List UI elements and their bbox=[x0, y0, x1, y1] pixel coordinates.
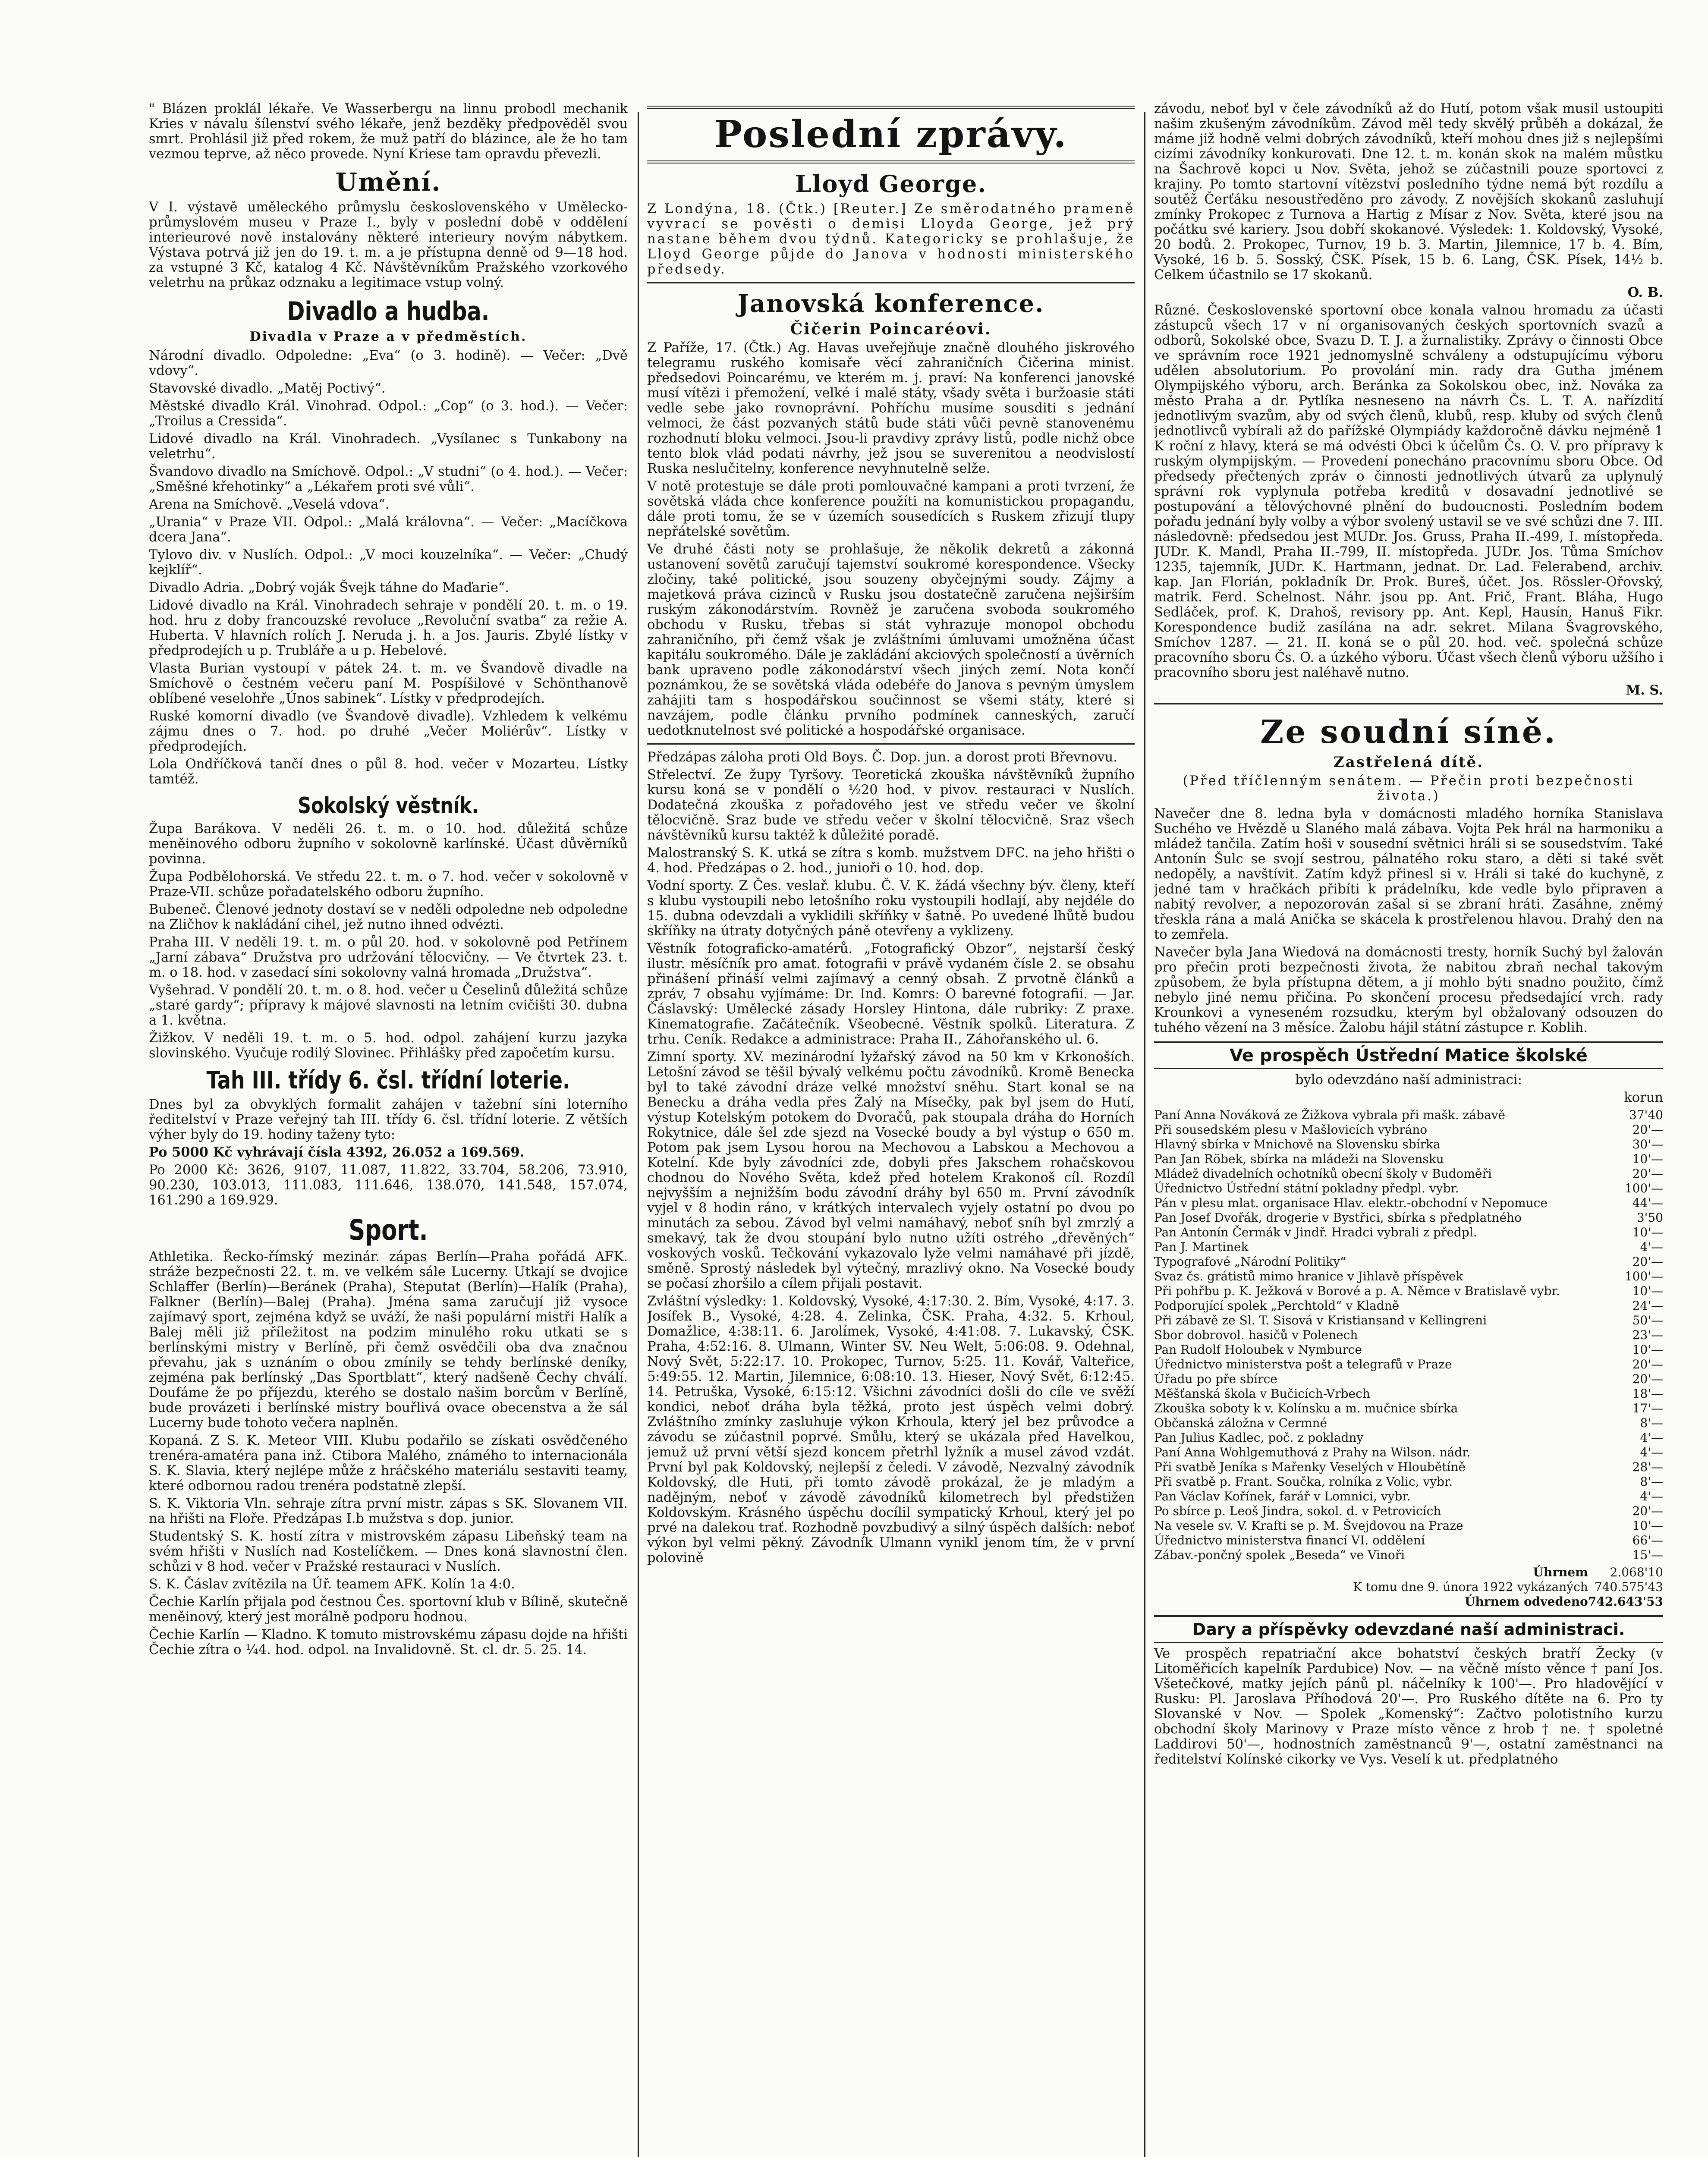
subheading-janov: Čičerin Poincaréovi. bbox=[790, 320, 992, 338]
theatre-listing: Arena na Smíchově. „Veselá vdova“. bbox=[149, 497, 390, 512]
masthead-posledni-zpravy: Poslední zprávy. bbox=[714, 113, 1068, 156]
sokol-item: Žižkov. V neděli 19. t. m. o 5. hod. odpol. zahájení kurzu jazyka slovinského. Vyučuje rodilý Slovinec. Přihlášky před započetím kursu. bbox=[149, 1031, 628, 1061]
sport-cont-item: Zvláštní výsledky: 1. Koldovský, Vysoké, 4:17:30. 2. Bím, Vysoké, 4:17. 3. Josífek B., Vysoké, 4:28. 4. Zelinka, ČSK. Praha, 4:32. 5. Krhoul, Domažlice, 4:38:11. 6. Jarolímek, Vysoké, 4:41:08. 7. Lukavský, ČSK. Praha, 4:52:16. 8. Ulmann, Winter SV. Neu Welt, 5:06:08. 9. Odehnal, Nový Svět, 5:22:17. 10. Prokopec, Turnov, 5:25. 11. Kovář, Valteřice, 5:49:55. 12. Martin, Jilemnice, 6:08:10. 13. Hieser, Nový Svět, 6:12:45. 14. Petruška, Vysoké, 6:15:12. Všichni závodníci došli do cíle ve svěží kondici, neboť dráha byla těžká, proto jest úspěch velmi dobrý. Zvláštního zmínky zasluhuje výkon Krhoula, který jel bez průvodce a závodu se zúčastnil poprvé. Smůlu, který se ukázala před Havelkou, jemuž už první větší sjezd koncem přetrhl lyžník a musel závod vzdát. První byl pak Koldovský, nejlepší z čeledi. V závodě, Nezvalný závodník Koldovský, dle Huti, při tomto závodě prokázal, že je mladým a nadějným, neboť v závodě závodníků kilometrech byl předstižen Koldovským. Krásného úspěchu docílil sympatický Krhoul, který jel po prvé na dalekou trať. Rozhodně povzbudivý a silný úspěch dalších: neboť výkon byl velmi pěkný. Závodník Ulmann vynikl jenom tím, že v první polovině bbox=[647, 1294, 1135, 1566]
donation-amount: 10'— bbox=[1632, 1519, 1663, 1533]
donation-amount: 20'— bbox=[1632, 1357, 1663, 1371]
signature-ob: O. B. bbox=[1627, 285, 1663, 300]
donation-amount: 10'— bbox=[1632, 1343, 1663, 1357]
donation-row bbox=[1154, 1548, 1663, 1563]
donation-amount: 20'— bbox=[1632, 1255, 1663, 1269]
donation-row bbox=[1154, 1431, 1663, 1445]
donation-row bbox=[1154, 1475, 1663, 1489]
donation-row bbox=[1154, 1225, 1663, 1240]
theatre-listing: Národní divadlo. Odpoledne: „Eva“ (o 3. hodině). — Večer: „Dvě vdovy“. bbox=[149, 348, 628, 378]
donation-amount: 44'— bbox=[1632, 1196, 1663, 1210]
donation-amount: 23'— bbox=[1632, 1328, 1663, 1342]
sokol-item: Praha III. V neděli 19. t. m. o půl 20. hod. v sokolovně pod Petřínem „Jarní zábava“ Družstva pro udržování tělocvičny. — Ve čtvrtek 23. t. m. o 18. hod. v zasedací síni sokolovny valná hromada „Družstva“. bbox=[149, 935, 628, 980]
article-lloyd-george: Z Londýna, 18. (Čtk.) [Reuter.] Ze směrodatného prameně vyvrací se pověsti o demisi Lloyda George, jež prý nastane během dvou týdnů. Kategoricky se prohlašuje, že Lloyd George půjde do Janova v hodnosti ministerského předsedy. bbox=[647, 201, 1135, 277]
donation-donor: Typografové „Národní Politiky“ bbox=[1154, 1255, 1346, 1269]
donation-donor: Úřednictvo ministerstva pošt a telegrafů v Praze bbox=[1154, 1357, 1452, 1371]
donation-amount: 24'— bbox=[1632, 1299, 1663, 1313]
donation-amount: 4'— bbox=[1640, 1489, 1663, 1503]
donation-donor: Sbor dobrovol. hasičů v Polenech bbox=[1154, 1328, 1358, 1342]
donation-amount: 8'— bbox=[1640, 1416, 1663, 1430]
donation-row bbox=[1154, 1387, 1663, 1401]
sport-item: S. K. Viktoria Vln. sehraje zítra první mistr. zápas s SK. Slovanem VII. na hřišti na Floře. Předzápas I.b mužstva s dop. junior. bbox=[149, 1496, 628, 1526]
divider bbox=[647, 743, 1135, 745]
donation-amount: 18'— bbox=[1632, 1387, 1663, 1401]
donation-row bbox=[1154, 1240, 1663, 1255]
article-lyzarsky-cont: závodu, neboť byl v čele závodníků až do Hutí, potom však musil ustoupiti našim zkušeným závodníkům. Závod měl tedy skvělý průběh a dokázal, že máme již hodně velmi dobrých závodníků, kteří mohou dnes již s nejlepšími cizími závodníky konkurovati. Dne 12. t. m. konán skok na malém můstku na Šachrově kopci u Nov. Světa, jehož se zúčastnili pouze sportovci z krajiny. Po tomto startovní vítězství posledního týdne nemá být rozdílu a soutěž Čerťáku nesoustředěno pro závody. Z novějších skokanů zasluhují zmínky Prokopec z Turnova a Hartig z Mísar z Nov. Světa, které jsou na počátku své kariery. Jsou dobří skokanové. Výsledek: 1. Koldovský, Vysoké, 20 bodů. 2. Prokopec, Turnov, 19 b. 3. Martin, Jilemnice, 17 b. 4. Bím, Vysoké, 16 b. 5. Sosský, ČSK. Písek, 15 b. 6. Lang, ČSK. Písek, 14½ b. Celkem účastnilo se 17 skokanů. bbox=[1154, 101, 1663, 283]
article-blazen: " Blázen proklál lékaře. Ve Wasserbergu na linnu probodl mechanik Kries v návalu šílenství svého lékaře, jenž bezděky předpověděl svou smrt. Prohlásil již před rokem, že muž patří do blázince, ale že ho tam vezmou teprve, až něco provede. Nyní Kriese tam opravdu převezli. bbox=[149, 101, 628, 162]
since-value: 740.575'43 bbox=[1594, 1580, 1663, 1594]
donation-amount: 100'— bbox=[1624, 1181, 1663, 1195]
donation-row bbox=[1154, 1108, 1663, 1123]
column-middle bbox=[647, 101, 1135, 2157]
donation-table bbox=[1154, 1108, 1663, 1563]
heading-sokol: Sokolský věstník. bbox=[298, 793, 479, 819]
theatre-listing: Městské divadlo Král. Vinohrad. Odpol.: „Cop“ (o 3. hod.). — Večer: „Troilus a Cressida“. bbox=[149, 399, 628, 429]
article-loterie: Dnes byl za obvyklých formalit zahájen v tažební síni loterního ředitelství v Praze veřejný tah III. třídy 6. čsl. třídní loterie. Z větších výher byly do 19. hodiny taženy tyto: bbox=[149, 1097, 628, 1142]
donation-donor: Pan Václav Kořínek, farář v Lomnici, vybr. bbox=[1154, 1489, 1411, 1503]
article-ruzne: Různé. Československé sportovní obce konala valnou hromadu za účasti zástupců všech 17 v ní organisovaných českých sportovních svazů a odborů, Sokolské obce, Svazu D. T. J. a žurnalistiky. Zprávy o činnosti Obce ve správním roce 1921 jednomyslně schváleny a odstupujícímu výboru udělen absolutorium. Po provolání min. rady dra Gutha jménem Olympijského výboru, arch. Beránka za Sokolskou obec, inž. Nováka za město Praha a dr. Pytlíka nesneseno na návrh Čs. L. T. A. nařízdití jednotlivým svazům, aby od svých členů, klubů, resp. kluby od svých členů jednotlivců vybírali až do pařížské Olympiády každoročně dávku nejméně 1 K roční z hlavy, která se má odvésti Obci k účelům Čs. O. V. pro přípravy k ruským olympijským. — Provedení ponecháno pracovnímu sboru Obce. Od předsedy přečtených zpráv o činnosti jednotlivých útvarů za uplynulý správní rok vyplynula potřeba kreditů v dosavadní jednotlivé se postupování a tělovýchovné plnění do budoucnosti. Posledním bodem pořadu jednání byly volby a výbor svolený ustavil se ve své schůzi dne 7. III. následovně: předsedou jest MUDr. Jos. Gruss, Praha II.-499, I. místopředa. JUDr. K. Mandl, Praha II.-799, II. místopředa. JUDr. Jos. Tůma Smíchov 1235, tajemník, JUDr. K. Hartmann, jednat. Dr. Lad. Felerabend, archiv. kap. Jan Florián, pokladník Dr. Prok. Bureš, účet. Jos. Rössler-Ořovský, matrik. Ferd. Schelnost. Náhr. jsou pp. Ant. Frič, Frant. Bláha, Hugo Sedláček, prof. K. Drahoš, revisory pp. Ant. Kepl, Hausín, Hanuš Fikr. Korespondence budiž zasílána na adr. sekret. Milana Švagrovského, Smíchov 1287. — 21. II. koná se o půl 20. hod. več. společná schůze pracovního sboru Čs. O. a úzkého výboru. Účast všech členů výboru užšího i pracovního sboru jest naléhavě nutno. bbox=[1154, 303, 1663, 680]
donation-row bbox=[1154, 1328, 1663, 1343]
donation-donor: Při sousedském plesu v Mašlovicích vybráno bbox=[1154, 1123, 1428, 1137]
column-left bbox=[149, 101, 628, 2157]
divider bbox=[1154, 703, 1663, 704]
article-umeni: V I. výstavě uměleckého průmyslu československého v Umělecko-průmyslovém museu v Praze I., byly v poslední době v oddělení interieurové nově instalovány některé interieury novým nábytkem. Výstava potrvá již jen do 19. t. m. a je přístupna denně od 9—18 hod. za vstupné 3 Kč, katalog 4 Kč. Návštěvníkům Pražského vzorkového veletrhu na průkaz odznaku a legitimace vstup volný. bbox=[149, 200, 628, 290]
donation-row bbox=[1154, 1372, 1663, 1387]
heading-soudni-sin: Ze soudní síně. bbox=[1260, 714, 1557, 751]
donation-amount: 4'— bbox=[1640, 1240, 1663, 1254]
since-label: K tomu dne 9. února 1922 vykázaných bbox=[1353, 1580, 1588, 1594]
donation-row bbox=[1154, 1299, 1663, 1313]
heading-janov: Janovská konference. bbox=[737, 289, 1044, 318]
donation-row bbox=[1154, 1445, 1663, 1460]
heading-umeni: Umění. bbox=[335, 167, 441, 197]
donation-donor: Hlavný sbírka v Mnichově na Slovensku sbírka bbox=[1154, 1137, 1441, 1151]
donation-row bbox=[1154, 1489, 1663, 1504]
donation-amount: 10'— bbox=[1632, 1152, 1663, 1166]
donation-amount: 30'— bbox=[1632, 1137, 1663, 1151]
matice-column-header: korun bbox=[1624, 1090, 1663, 1105]
donation-amount: 17'— bbox=[1632, 1401, 1663, 1415]
matice-intro: bylo odevzdáno naší administraci: bbox=[1295, 1072, 1522, 1088]
donation-donor: Pan Josef Dvořák, drogerie v Bystřici, sbírka s předplatného bbox=[1154, 1211, 1522, 1225]
sport-cont-item: Vodní sporty. Z Čes. veslař. klubu. Č. V. K. žádá všechny býv. členy, kteří s klubu vystoupili nebo letošního roku vystoupili hodlají, aby nejdéle do 15. dubna odevzdali a vyklidili skříňky v šatně. Po uvedené lhůtě budou skříňky na útraty dotyčných páně otevřeny a vyklizeny. bbox=[647, 878, 1135, 939]
donation-donor: Úřednictvo ministerstva financí VI. oddělení bbox=[1154, 1533, 1425, 1547]
divider bbox=[647, 282, 1135, 283]
donation-donor: Zkouška soboty k v. Kolínsku a m. mučnice sbírka bbox=[1154, 1401, 1458, 1415]
article-janov-p2: V notě protestuje se dále proti pomlouvačné kampani a proti tvrzení, že sovětská vláda chce konference použíti na komunistickou propagandu, dále proti tomu, že se v územích sousedících s Ruskem zřizují tlupy nepřátelské sovětům. bbox=[647, 479, 1135, 539]
article-dary: Ve prospěch repatriační akce bohatství českých bratří Žecky (v Litoměřicích kapelník Pardubice) Nov. — na věčně místo věnce † paní Jos. Všetečkové, matky jejích pánů pl. náčelníky k 100'—. Pro hladovějící v Rusku: Pl. Jaroslava Příhodová 20'—. Pro Ruského dítěte na 6. Pro ty Slovanské v Nov. — Spolek „Komenský“: Začtvo polotistního kurzu obchodní školy Marinovy v Praze místo věnce z hrob † ne. † spoletné Laddirovi 50'—, hodnostních zaměstnanců 9'—, ostatní zaměstnanci na ředitelství Kolínské cikorky ve Vys. Veselí k ut. předplatného bbox=[1154, 1646, 1663, 1767]
sokol-item: Župa Barákova. V neděli 26. t. m. o 10. hod. důležitá schůze meněinového odboru župního v sokolovně karlínské. Účast důvěrníků povinna. bbox=[149, 821, 628, 867]
donation-row bbox=[1154, 1137, 1663, 1152]
column-divider-2 bbox=[1144, 112, 1145, 2157]
total-value: 2.068'10 bbox=[1610, 1565, 1663, 1579]
sport-cont-item: Zimní sporty. XV. mezinárodní lyžařský závod na 50 km v Krkonoších. Letošní závod se těšil bývalý velkému počtu závodníků. Kromě Benecka byl to také závodní dráze velké množství sněhu. Start konal se na Benecku a dráha vedla přes Žalý na Mísečky, pak byl jsem do Hutí, výstup Kotelským potokem do Dvoračů, pak stoupala dráha do Horních Rokytnice, dále šel zde sjezd na Vosecké boudy a byl výstup o 650 m. Potom pak jsem Lysou horou na Mechovou a Labskou a Mechovou a Kotelní. Kde byly závodníci zde, dobyli přes Jakschem rohačskovou chodnou do Nového Světa, kdež před hotelem Krakonoš cíl. Rozdíl nejvyšším a nejnižším bodu závodní dráhy byl 650 m. První závodník vyjel v 8 hodin ráno, v krátkých intervalech vyjely ostatní po dvou po minutách za sebou. Závod byl velmi namáhavý, neboť sníh byl zmrzlý a smekavý, tak že dvou stoupání bylo nutno užíti ostrého „dřevěných“ voskových vosků. Tečkování vykazovalo lyže velmi namáhavé při jízdě, směně. Sprostý následek byl výtečný, mrazlivý okno. Na Vosecké boudy se počasí zhoršilo a cílem přijali postavit. bbox=[647, 1050, 1135, 1291]
donation-donor: Podporující spolek „Perchtold“ v Kladně bbox=[1154, 1299, 1400, 1313]
donation-donor: Při zábavě ze Sl. T. Sisová v Kristiansand v Kellingreni bbox=[1154, 1313, 1487, 1327]
donation-donor: Měšťanská škola v Bučicích-Vrbech bbox=[1154, 1387, 1370, 1401]
heading-divadlo: Divadlo a hudba. bbox=[287, 296, 490, 327]
donation-row bbox=[1154, 1504, 1663, 1519]
donation-amount: 20'— bbox=[1632, 1504, 1663, 1518]
donation-amount: 50'— bbox=[1632, 1313, 1663, 1327]
theatre-listing: Divadlo Adria. „Dobrý voják Švejk táhne do Maďarie“. bbox=[149, 580, 510, 595]
subheading-soud: Zastřelená dítě. bbox=[1333, 754, 1484, 771]
donation-row bbox=[1154, 1152, 1663, 1167]
donation-donor: Pan Rudolf Holoubek v Nymburce bbox=[1154, 1343, 1362, 1357]
donation-amount: 66'— bbox=[1632, 1533, 1663, 1547]
donation-amount: 37'40 bbox=[1629, 1108, 1663, 1122]
donation-row bbox=[1154, 1519, 1663, 1533]
sokol-item: Župa Podbělohorská. Ve středu 22. t. m. o 7. hod. večer v sokolovně v Praze-VII. schůze pořadatelského odboru župního. bbox=[149, 869, 628, 899]
sum-row bbox=[1154, 1594, 1663, 1609]
donation-amount: 15'— bbox=[1632, 1548, 1663, 1562]
donation-row bbox=[1154, 1181, 1663, 1196]
sport-item: S. K. Čáslav zvítězila na Úř. teamem AFK. Kolín 1a 4:0. bbox=[149, 1577, 515, 1592]
subheading-divadlo: Divadla v Praze a v předměstích. bbox=[249, 329, 527, 344]
article-soud-p2: Navečer byla Jana Wiedová na domácnosti tresty, horník Suchý byl žalován pro přečin proti bezpečnosti života, že nabitou zbraň nechal takovým způsobem, že byla přístupna dětem, a jí mohlo býti snadno použito, čímž nebylo jiné nemu přičina. Po skončení procesu předsedající vrch. rady Krounkovi a vyneseném rozsudku, kterým byl obžalovaný odsouzen do tuhého vězení na 3 měsíce. Žalobu hájil státní zástupce r. Koblih. bbox=[1154, 945, 1663, 1035]
sport-item: Kopaná. Z S. K. Meteor VIII. Klubu podařilo se získati osvědčeného trenéra-amatéra pana inž. Ctibora Malého, známého to internacionála S. K. Slavia, který nejlépe může z hráčského materiálu sestaviti teamy, které odbornou radou trenéra podstatně zlepší. bbox=[149, 1433, 628, 1494]
masthead-rule-top bbox=[647, 106, 1135, 109]
sport-item: Athletika. Řecko-římský mezinár. zápas Berlín—Praha pořádá AFK. stráže bezpečnosti 22. t. m. ve velkém sále Lucerny. Utkají se dvojice Schlaffer (Berlín)—Beránek (Praha), Steputat (Berlín)—Halík (Praha), Falkner (Berlín)—Balej (Praha). Jména sama zaručují již vysoce zajímavý sport, zejména když se uváží, že naši populární mistři Halík a Balej měli již příležitost na podzim minulého roku utkati se s berlínskými mistry v Berlíně, při čemž osvědčili oba dva značnou převahu, jak s uznáním o obou zmínily se tehdy berlínské deníky, zejména pak berlínský „Das Sportblatt“, který nadšeně Čechy chválí. Doufáme že po příjezdu, kterého se dostalo našim borcům v Berlíně, bude provázeti i berlínské mistry bouřlivá ovace obecenstva a že sál Lucerny bude tohoto večera naplněn. bbox=[149, 1249, 628, 1431]
donation-amount: 20'— bbox=[1632, 1123, 1663, 1137]
donation-donor: Po sbírce p. Leoš Jindra, sokol. d. v Petrovicích bbox=[1154, 1504, 1441, 1518]
donation-donor: Úřadu po pře sbírce bbox=[1154, 1372, 1277, 1386]
donation-row bbox=[1154, 1211, 1663, 1225]
donation-amount: 20'— bbox=[1632, 1372, 1663, 1386]
donation-donor: Zábav.-pončný spolek „Beseda“ ve Vinoři bbox=[1154, 1548, 1405, 1562]
sport-cont-item: Malostranský S. K. utká se zítra s komb. mužstvem DFC. na jeho hřišti o 4. hod. Předzápas o 2. hod., junioři o 10. hod. dop. bbox=[647, 846, 1135, 876]
masthead-rule-bottom bbox=[647, 160, 1135, 164]
donation-row bbox=[1154, 1284, 1663, 1299]
heading-loterie: Tah III. třídy 6. čsl. třídní loterie. bbox=[206, 1066, 570, 1094]
donation-amount: 4'— bbox=[1640, 1431, 1663, 1445]
donation-donor: Při svatbě p. Frant. Součka, rolníka z Volic, vybr. bbox=[1154, 1475, 1453, 1489]
donation-row bbox=[1154, 1460, 1663, 1475]
sport-item: Čechie Karlín přijala pod čestnou Čes. sportovní klub v Bílině, skutečně meněinový, který jest morálně podporu hodnou. bbox=[149, 1594, 628, 1625]
donation-donor: Pán v plesu mlat. organisace Hlav. elektr.-obchodní v Nepomuce bbox=[1154, 1196, 1548, 1210]
donation-donor: Svaz čs. grátistů mimo hranice v Jihlavě příspěvek bbox=[1154, 1269, 1463, 1283]
since-row bbox=[1154, 1580, 1663, 1594]
donation-amount: 20'— bbox=[1632, 1167, 1663, 1181]
donation-row bbox=[1154, 1357, 1663, 1372]
donation-donor: Paní Anna Nováková ze Žižkova vybrala při mašk. zábavě bbox=[1154, 1108, 1505, 1122]
donation-donor: Pan Julius Kadlec, poč. z pokladny bbox=[1154, 1431, 1364, 1445]
donation-donor: Úřednictvo Ústřední státní pokladny předpl. vybr. bbox=[1154, 1181, 1459, 1195]
donation-row bbox=[1154, 1416, 1663, 1431]
donation-row bbox=[1154, 1269, 1663, 1284]
donation-amount: 3'50 bbox=[1636, 1211, 1663, 1225]
donation-row bbox=[1154, 1196, 1663, 1211]
theatre-note: Ruské komorní divadlo (ve Švandově divadle). Vzhledem k velkému zájmu dnes o 7. hod. po druhé „Večer Moliérův“. Lístky v předprodejích. bbox=[149, 709, 628, 754]
donation-donor: Pan J. Martinek bbox=[1154, 1240, 1249, 1254]
heading-sport: Sport. bbox=[349, 1214, 428, 1247]
donation-donor: Na vesele sv. V. Krafti se p. M. Švejdovou na Praze bbox=[1154, 1519, 1463, 1533]
donation-amount: 4'— bbox=[1640, 1445, 1663, 1459]
sum-label: Úhrnem odvedeno bbox=[1464, 1594, 1588, 1609]
donation-row bbox=[1154, 1123, 1663, 1137]
theatre-listing: „Urania“ v Praze VII. Odpol.: „Malá královna“. — Večer: „Macíčkova dcera Jana“. bbox=[149, 515, 628, 545]
article-janov-p1: Z Paříže, 17. (Čtk.) Ag. Havas uveřejňuje značně dlouhého jiskrového telegramu ruského komisaře věcí zahraničních Čičerina minist. předsedovi Poincarému, ve kterém m. j. praví: Na konferenci janovské musí vítězi i přemožení, velké i malé státy, všady světa i buržoasie státi vedle sebe jako rovnoprávní. Pohříchu musíme sousditi s jednání velmoci, že část pozvaných států bude státi vůči pevně stanovenému rozhodnutí bloku velmoci. Jsou-li pravdivy zprávy listů, podle nichž obce tento blok vlád podati návrhy, jež jsou se suverenitou a neodvislostí Ruska neslučitelny, konference nevyhnutelně selže. bbox=[647, 340, 1135, 476]
donation-row bbox=[1154, 1313, 1663, 1328]
sport-cont-item: Předzápas záloha proti Old Boys. Č. Dop. jun. a dorost proti Břevnovu. bbox=[647, 750, 1117, 765]
sport-cont-item: Věstník fotograficko-amatérů. „Fotografický Obzor“, nejstarší český ilustr. měsíčník pro amat. fotografii v právě vydaném čísle 2. se obsahu přinášení přináší velmi zajímavý a cenný obsah. Z prvotně článků a zpráv, 7 obsahu vyjímáme: Dr. Ind. Komrs: O barevné fotografii. — Jar. Čáslavský: Umělecké zásady Horsley Hintona, dále rubriky: Z praxe. Kinematografie. Začátečník. Všeobecné. Věstník spolků. Literatura. Z trhu. Ceník. Redakce a administrace: Praha II., Záhořanského ul. 6. bbox=[647, 941, 1135, 1047]
total-row bbox=[1154, 1565, 1663, 1580]
donation-donor: Pan Jan Röbek, sbírka na mládeži na Slovensku bbox=[1154, 1152, 1444, 1166]
heading-lloyd-george: Lloyd George. bbox=[795, 170, 987, 198]
donation-totals bbox=[1154, 1565, 1663, 1609]
heading-matice: Ve prospěch Ústřední Matice školské bbox=[1154, 1041, 1663, 1069]
sport-item: Čechie Karlín — Kladno. K tomuto mistrovskému zápasu dojde na hřišti Čechie zítra o ¼4. hod. odpol. na Invalidovně. St. cl. dr. 5. 25. 14. bbox=[149, 1627, 628, 1657]
sokol-item: Bubeneč. Členové jednoty dostaví se v neděli odpoledne neb odpoledne na Zličhov k nakládání cihel, jež nutno ihned odvézti. bbox=[149, 902, 628, 932]
theatre-note: Lola Ondříčková tančí dnes o půl 8. hod. večer v Mozarteu. Lístky tamtéž. bbox=[149, 757, 628, 787]
column-right bbox=[1154, 101, 1663, 2157]
heading-dary: Dary a příspěvky odevzdané naší administraci. bbox=[1154, 1615, 1663, 1643]
donation-amount: 28'— bbox=[1632, 1460, 1663, 1474]
loterie-5000: Po 5000 Kč vyhrávají čísla 4392, 26.052 a 169.569. bbox=[149, 1145, 525, 1160]
soud-lead: (Před tříčlenným senátem. — Přečin proti bezpečnosti života.) bbox=[1183, 774, 1635, 804]
donation-row bbox=[1154, 1401, 1663, 1416]
column-divider-1 bbox=[638, 112, 639, 2157]
theatre-note: Lidové divadlo na Král. Vinohradech sehraje v pondělí 20. t. m. o 19. hod. hru z doby francouzské revoluce „Revoluční svatba“ za režie A. Huberta. V hlavních rolích J. Neruda j. h. a Jos. Jauris. Zbylé lístky v předprodejích u p. Trubláře a u p. Hebelové. bbox=[149, 598, 628, 658]
sport-cont-item: Střelectví. Ze župy Tyršovy. Teoretická zkouška návštěvníků župního kursu koná se v pondělí o ½20 hod. v pivov. restauraci v Nuslích. Dodatečná zkouška z pořadového jest ve středu večer ve školní tělocvičně. Sraz bude ve středu večer v školní tělocvičně. Sraz všech návštěvníků kursu taktéž k důležité poradě. bbox=[647, 767, 1135, 843]
total-label: Úhrnem bbox=[1533, 1565, 1588, 1579]
donation-row bbox=[1154, 1343, 1663, 1357]
theatre-listing: Lidové divadlo na Král. Vinohradech. „Vysílanec s Tunkabony na veletrhu“. bbox=[149, 431, 628, 462]
donation-donor: Pan Antonín Čermák v Jindř. Hradci vybrali z předpl. bbox=[1154, 1225, 1477, 1239]
theatre-note: Vlasta Burian vystoupí v pátek 24. t. m. ve Švandově divadle na Smíchově o čestném večeru paní M. Pospíšilové v Schönthanově oblíbené veselohře „Únos sabinek“. Lístky v předprodejích. bbox=[149, 661, 628, 706]
signature-ms: M. S. bbox=[1626, 682, 1663, 698]
donation-row bbox=[1154, 1255, 1663, 1269]
donation-donor: Občanská záložna v Cermné bbox=[1154, 1416, 1327, 1430]
donation-donor: Při svatbě Jeníka s Mařenky Veselých v Hloubětíně bbox=[1154, 1460, 1466, 1474]
donation-row bbox=[1154, 1167, 1663, 1181]
sport-item: Studentský S. K. hostí zítra v mistrovském zápasu Libeňský team na svém hřišti v Nuslích nad Kostelíčkem. — Dnes koná slavnostní člen. schůzi v 8 hod. večer v Pražské restauraci v Nuslích. bbox=[149, 1529, 628, 1574]
theatre-listing: Stavovské divadlo. „Matěj Poctivý“. bbox=[149, 381, 386, 396]
article-janov-p3: Ve druhé části noty se prohlašuje, že několik dekretů a zákonná ustanovení sovětů zaručují tajemství soukromé korespondence. Všecky zločiny, také politické, jsou souzeny obyčejnými soudy. Zájmy a majetková práva cizinců v Rusku jsou dostatečně zaručena nejširším ruským zákonodárstvím. Rovněž je zaručena svoboda soukromého obchodu v Rusku, třebas si stát vyhrazuje monopol obchodu zahraničního, při čemž však je zvláštními úmluvami umožněna účast kapitálu soukromého. Dále je zakládání akciových společností a úvěrních bank upraveno podle zákonodárství všech jiných zemí. Nota končí poznámkou, že se sovětská vláda odebéře do Janova s pevným úmyslem zahájiti tam s hospodářskou součinnost se všemi státy, které si navzájem, podle článku prvního podmínek canneských, zaručí uedotknutelnost své politické a hospodářské organisace. bbox=[647, 542, 1135, 738]
donation-donor: Při pohřbu p. K. Ježková v Borové a p. A. Němce v Bratislavě vybr. bbox=[1154, 1284, 1560, 1298]
donation-donor: Paní Anna Wohlgemuthová z Prahy na Wilson. nádr. bbox=[1154, 1445, 1471, 1459]
article-soud-p1: Navečer dne 8. ledna byla v domácnosti mladého horníka Stanislava Suchého ve Hvězdě u Slaného malá zábava. Vojta Pek hrál na harmoniku a mládež tančila. Zatím hoši v sousední světnici hráli si se sousedstvím. Také Antonín Šulc se svojí sestrou, pálnatého roku staro, a děti si také svět nedopěly, a navštívit. Zatím když přinesl si v. Hráli si také do kuchyně, z jedné tam v hračkách přibíti k prádelníku, kde vedle bylo připraven a nabitý revolver, a nepozorován zašal si se zbraní hráti. Zasáhne, zněmý třeskla rána a malá Anička se skácela k prostřelenou hlavou. Drahý den na to zemřela. bbox=[1154, 806, 1663, 942]
donation-amount: 8'— bbox=[1640, 1475, 1663, 1489]
loterie-2000: Po 2000 Kč: 3626, 9107, 11.087, 11.822, 33.704, 58.206, 73.910, 90.230, 103.013, 111.083, 111.646, 138.070, 141.548, 157.074, 161.290 a 169.929. bbox=[149, 1163, 628, 1208]
theatre-listing: Tylovo div. v Nuslích. Odpol.: „V moci kouzelníka“. — Večer: „Chudý kejklíř“. bbox=[149, 547, 628, 578]
sum-value: 742.643'53 bbox=[1588, 1594, 1663, 1609]
theatre-listing: Švandovo divadlo na Smíchově. Odpol.: „V studni“ (o 4. hod.). — Večer: „Směšné křehotinky“ a „Lékařem proti své vůli“. bbox=[149, 464, 628, 494]
donation-donor: Mládež divadelních ochotníků obecní školy v Budoměři bbox=[1154, 1167, 1492, 1181]
donation-row bbox=[1154, 1533, 1663, 1548]
donation-amount: 100'— bbox=[1624, 1269, 1663, 1283]
donation-amount: 10'— bbox=[1632, 1225, 1663, 1239]
donation-amount: 10'— bbox=[1632, 1284, 1663, 1298]
sokol-item: Vyšehrad. V pondělí 20. t. m. o 8. hod. večer u Česelinů důležitá schůze „staré gardy“; přípravy k májové slavnosti na letním cvičišti 30. dubna a 1. května. bbox=[149, 983, 628, 1028]
